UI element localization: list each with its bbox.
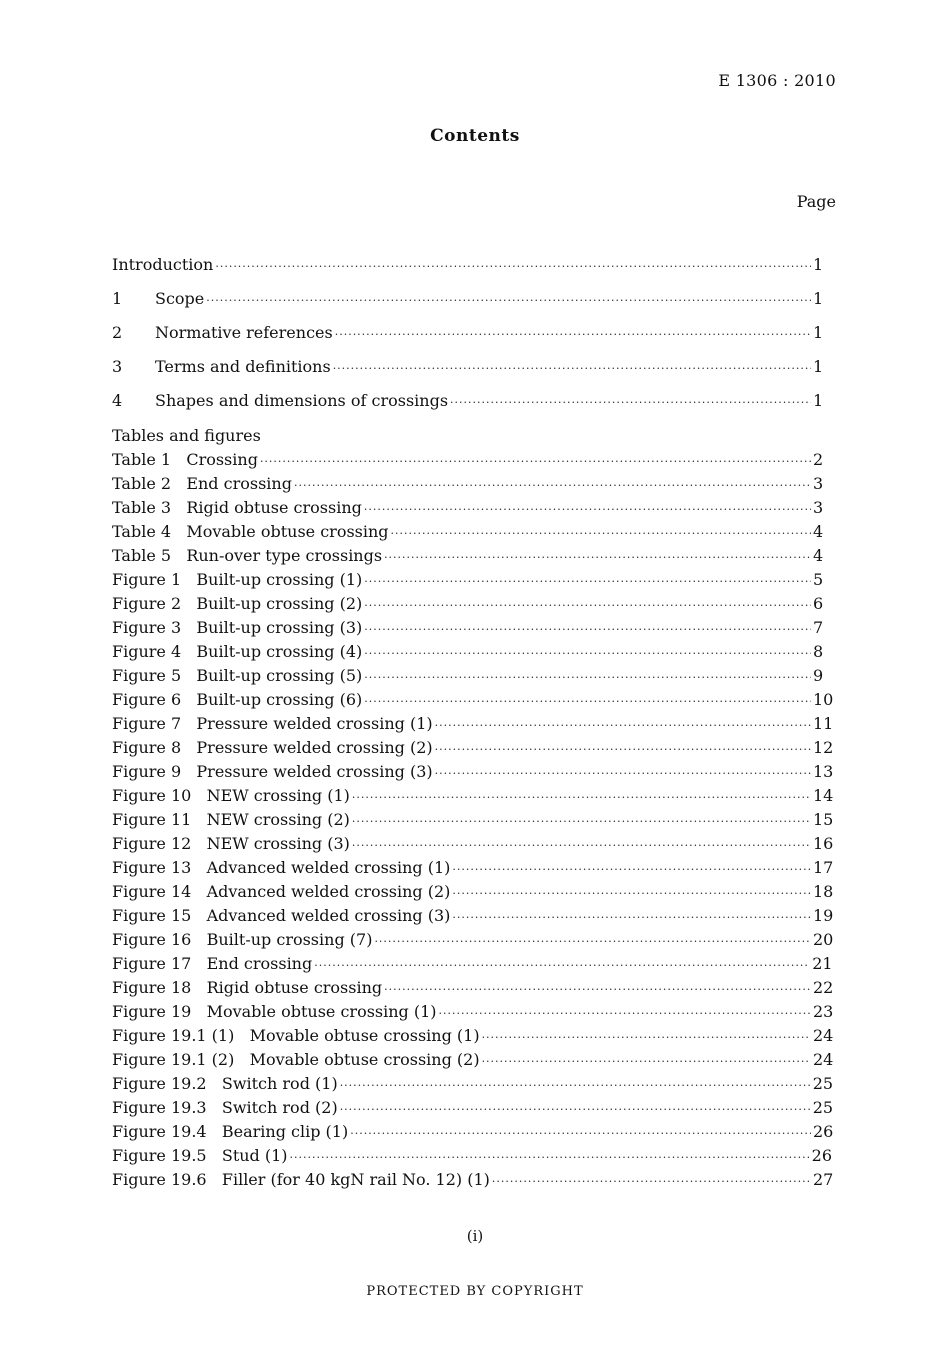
dot-leader xyxy=(439,1003,811,1025)
document-code: E 1306 : 2010 xyxy=(718,71,836,90)
dot-leader xyxy=(340,1099,811,1121)
toc-entry-page: 1 xyxy=(813,323,824,342)
list-item-label: Figure 7 Pressure welded crossing (1) xyxy=(112,714,433,733)
list-item-label: Figure 15 Advanced welded crossing (3) xyxy=(112,906,451,925)
list-item-label: Table 2 End crossing xyxy=(112,474,292,493)
dot-leader xyxy=(290,1147,810,1169)
toc-entry-number: 2 xyxy=(112,323,123,342)
list-item[interactable] xyxy=(112,1097,834,1119)
list-item-label: Figure 11 NEW crossing (2) xyxy=(112,810,350,829)
list-item[interactable] xyxy=(112,617,823,639)
toc-entry-page: 1 xyxy=(813,255,824,274)
dot-leader xyxy=(384,979,811,1001)
list-item-page: 8 xyxy=(813,642,824,661)
list-item-page: 9 xyxy=(813,666,824,685)
dot-leader xyxy=(492,1171,811,1193)
list-item[interactable] xyxy=(112,545,823,567)
list-item-page: 18 xyxy=(813,882,834,901)
footer-page-number: (i) xyxy=(466,1227,484,1245)
list-item[interactable] xyxy=(112,809,834,831)
list-item[interactable] xyxy=(112,881,834,903)
toc-entry-label: Normative references xyxy=(155,323,333,342)
list-item-page: 24 xyxy=(813,1026,834,1045)
dot-leader xyxy=(364,571,811,593)
dot-leader xyxy=(352,787,811,809)
toc-entry[interactable] xyxy=(112,288,823,310)
list-item-label: Figure 18 Rigid obtuse crossing xyxy=(112,978,383,997)
list-item-page: 15 xyxy=(813,810,834,829)
dot-leader xyxy=(452,907,811,929)
list-item[interactable] xyxy=(112,953,833,975)
list-item-page: 2 xyxy=(813,450,824,469)
list-item[interactable] xyxy=(112,1001,834,1023)
list-item[interactable] xyxy=(112,1049,834,1071)
dot-leader xyxy=(450,392,811,414)
dot-leader xyxy=(340,1075,811,1097)
list-item-label: Figure 5 Built-up crossing (5) xyxy=(112,666,363,685)
dot-leader xyxy=(294,475,811,497)
toc-entry-page: 1 xyxy=(813,391,824,410)
list-item[interactable] xyxy=(112,833,834,855)
dot-leader xyxy=(335,324,811,346)
list-item-page: 4 xyxy=(813,522,824,541)
dot-leader xyxy=(333,358,811,380)
list-item-label: Table 5 Run-over type crossings xyxy=(112,546,383,565)
list-item-label: Figure 3 Built-up crossing (3) xyxy=(112,618,363,637)
list-item[interactable] xyxy=(112,1169,834,1191)
dot-leader xyxy=(435,739,811,761)
dot-leader xyxy=(352,835,811,857)
toc-entry[interactable] xyxy=(112,390,823,412)
dot-leader xyxy=(364,643,811,665)
list-item[interactable] xyxy=(112,713,834,735)
list-item-label: Figure 9 Pressure welded crossing (3) xyxy=(112,762,433,781)
dot-leader xyxy=(364,691,811,713)
list-item-label: Figure 6 Built-up crossing (6) xyxy=(112,690,363,709)
list-item-page: 24 xyxy=(813,1050,834,1069)
list-item-label: Figure 4 Built-up crossing (4) xyxy=(112,642,363,661)
dot-leader xyxy=(314,955,810,977)
dot-leader xyxy=(452,859,811,881)
list-item[interactable] xyxy=(112,1121,834,1143)
list-item-page: 22 xyxy=(813,978,834,997)
dot-leader xyxy=(482,1051,811,1073)
list-item-label: Figure 19.1 (1) Movable obtuse crossing (1) xyxy=(112,1026,480,1045)
list-item-page: 13 xyxy=(813,762,834,781)
toc-entry-label: Introduction xyxy=(112,255,214,274)
toc-entry[interactable] xyxy=(112,254,823,276)
list-item-page: 6 xyxy=(813,594,824,613)
list-item[interactable] xyxy=(112,977,834,999)
list-item-label: Figure 19.2 Switch rod (1) xyxy=(112,1074,338,1093)
list-item-page: 27 xyxy=(813,1170,834,1189)
list-item-page: 23 xyxy=(813,1002,834,1021)
toc-entry-page: 1 xyxy=(813,289,824,308)
dot-leader xyxy=(482,1027,811,1049)
list-item-label: Figure 16 Built-up crossing (7) xyxy=(112,930,373,949)
list-item-label: Figure 14 Advanced welded crossing (2) xyxy=(112,882,451,901)
page-column-label: Page xyxy=(796,192,836,211)
list-item-page: 19 xyxy=(813,906,834,925)
dot-leader xyxy=(384,547,811,569)
dot-leader xyxy=(435,715,811,737)
list-item-label: Figure 19.3 Switch rod (2) xyxy=(112,1098,338,1117)
list-item-label: Figure 17 End crossing xyxy=(112,954,313,973)
list-item[interactable] xyxy=(112,785,834,807)
dot-leader xyxy=(374,931,811,953)
dot-leader xyxy=(452,883,811,905)
list-item[interactable] xyxy=(112,1073,834,1095)
list-item-label: Figure 19.1 (2) Movable obtuse crossing (2) xyxy=(112,1050,480,1069)
list-item-page: 3 xyxy=(813,498,824,517)
list-item-page: 21 xyxy=(812,954,833,973)
list-item[interactable] xyxy=(112,1025,834,1047)
dot-leader xyxy=(364,595,811,617)
list-item[interactable] xyxy=(112,689,834,711)
list-item-label: Table 1 Crossing xyxy=(112,450,258,469)
list-item-page: 20 xyxy=(813,930,834,949)
toc-entry-label: Shapes and dimensions of crossings xyxy=(155,391,449,410)
list-item-label: Figure 2 Built-up crossing (2) xyxy=(112,594,363,613)
list-item[interactable] xyxy=(112,497,823,519)
dot-leader xyxy=(206,290,811,312)
list-item-page: 26 xyxy=(812,1122,834,1141)
list-item-label: Figure 19.5 Stud (1) xyxy=(112,1146,288,1165)
list-item-page: 25 xyxy=(812,1098,834,1117)
list-item-label: Figure 1 Built-up crossing (1) xyxy=(112,570,363,589)
list-item-page: 16 xyxy=(813,834,834,853)
toc-entry-number: 1 xyxy=(112,289,123,308)
list-item-page: 12 xyxy=(813,738,834,757)
list-item-label: Figure 12 NEW crossing (3) xyxy=(112,834,350,853)
list-item[interactable] xyxy=(112,929,834,951)
dot-leader xyxy=(435,763,811,785)
list-item-label: Table 4 Movable obtuse crossing xyxy=(112,522,389,541)
dot-leader xyxy=(215,256,811,278)
dot-leader xyxy=(364,619,811,641)
tables-figures-heading: Tables and figures xyxy=(112,426,261,445)
list-item-page: 26 xyxy=(811,1146,833,1165)
list-item[interactable] xyxy=(112,569,823,591)
list-item-label: Figure 19.6 Filler (for 40 kgN rail No. 12) (1) xyxy=(112,1170,490,1189)
list-item[interactable] xyxy=(112,857,834,879)
list-item-label: Figure 13 Advanced welded crossing (1) xyxy=(112,858,451,877)
dot-leader xyxy=(364,499,811,521)
list-item-page: 11 xyxy=(813,714,834,733)
list-item[interactable] xyxy=(112,593,823,615)
list-item-page: 4 xyxy=(813,546,824,565)
list-item[interactable] xyxy=(112,521,823,543)
toc-entry-label: Scope xyxy=(155,289,205,308)
list-item-page: 5 xyxy=(813,570,824,589)
page-title: Contents xyxy=(430,126,520,146)
toc-entry[interactable] xyxy=(112,322,823,344)
list-item[interactable] xyxy=(112,641,823,663)
list-item[interactable] xyxy=(112,665,823,687)
list-item-label: Table 3 Rigid obtuse crossing xyxy=(112,498,362,517)
list-item[interactable] xyxy=(112,449,823,471)
list-item-page: 14 xyxy=(813,786,834,805)
list-item-page: 25 xyxy=(812,1074,834,1093)
list-item[interactable] xyxy=(112,761,834,783)
list-item-page: 3 xyxy=(813,474,824,493)
dot-leader xyxy=(352,811,811,833)
list-item-label: Figure 10 NEW crossing (1) xyxy=(112,786,350,805)
toc-entry[interactable] xyxy=(112,356,823,378)
list-item[interactable] xyxy=(112,905,834,927)
list-item[interactable] xyxy=(112,1145,833,1167)
list-item-label: Figure 19 Movable obtuse crossing (1) xyxy=(112,1002,437,1021)
dot-leader xyxy=(260,451,811,473)
list-item[interactable] xyxy=(112,737,834,759)
dot-leader xyxy=(391,523,811,545)
dot-leader xyxy=(364,667,811,689)
copyright-notice: PROTECTED BY COPYRIGHT xyxy=(366,1284,584,1299)
list-item-page: 10 xyxy=(813,690,834,709)
toc-entry-page: 1 xyxy=(813,357,824,376)
toc-entry-number: 3 xyxy=(112,357,123,376)
toc-entry-number: 4 xyxy=(112,391,123,410)
list-item-page: 7 xyxy=(813,618,824,637)
list-item-page: 17 xyxy=(813,858,834,877)
list-item[interactable] xyxy=(112,473,823,495)
toc-entry-label: Terms and definitions xyxy=(155,357,331,376)
dot-leader xyxy=(350,1123,811,1145)
list-item-label: Figure 8 Pressure welded crossing (2) xyxy=(112,738,433,757)
list-item-label: Figure 19.4 Bearing clip (1) xyxy=(112,1122,349,1141)
